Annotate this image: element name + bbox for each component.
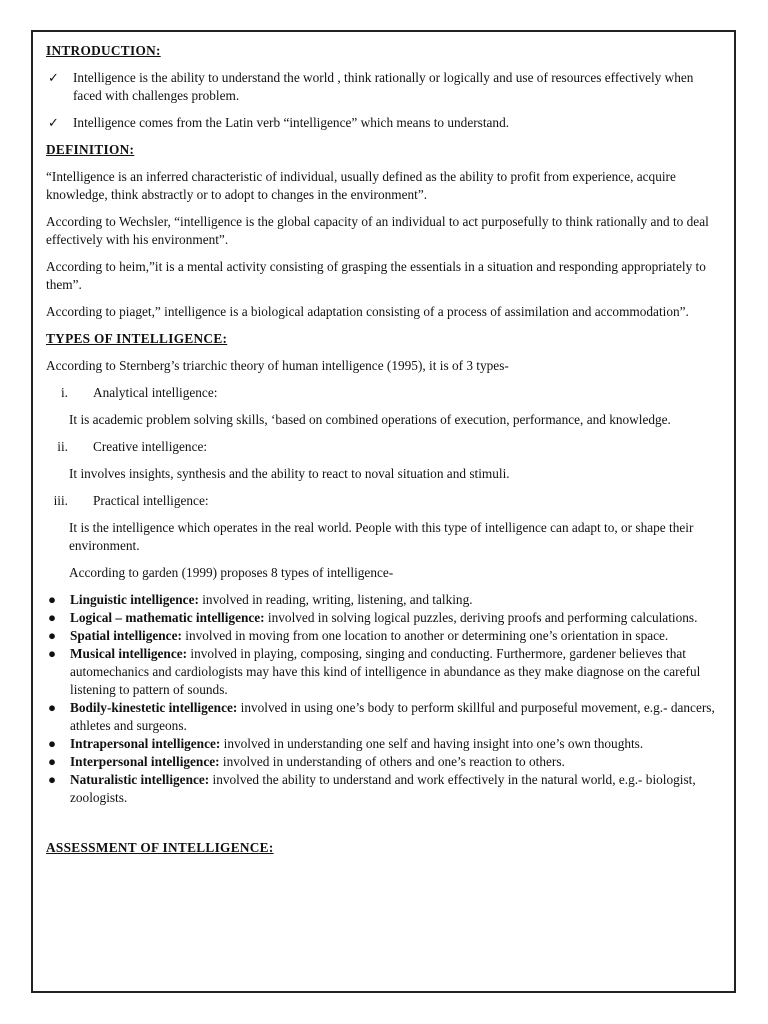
bullet-icon: ● bbox=[48, 628, 57, 643]
intelligence-desc: involved in playing, composing, singing and conducting. Furthermore, gardener believes that automechanics and cardiologists may have this kind of intelligence in abundance as they make diagnose on the careful listening to pattern of sounds. bbox=[70, 646, 701, 697]
definition-paragraph: “Intelligence is an inferred characteristic of individual, usually defined as the ability to profit from experience, acquire knowledge, think abstractly or to adopt to changes in the environment”. bbox=[46, 169, 676, 202]
bullet-icon: ● bbox=[48, 736, 57, 751]
intelligence-desc: involved in using one’s body to perform skillful and purposeful movement, e.g.- dancers, athletes and surgeons. bbox=[70, 700, 715, 733]
list-item bbox=[46, 591, 718, 609]
intelligence-term: Spatial intelligence: bbox=[70, 628, 182, 643]
definition-paragraph: According to piaget,” intelligence is a biological adaptation consisting of a process of assimilation and accommodation”. bbox=[46, 304, 689, 319]
intelligence-term: Intrapersonal intelligence: bbox=[70, 736, 221, 751]
document-content bbox=[46, 42, 718, 857]
bullet-icon: ● bbox=[48, 646, 57, 661]
intelligence-desc: involved the ability to understand and work effectively in the natural world, e.g.- biologist, zoologists. bbox=[70, 772, 696, 805]
intro-item-text: Intelligence is the ability to understand the world , think rationally or logically and use of resources effectively when faced with challenges problem. bbox=[73, 70, 694, 103]
list-item bbox=[46, 753, 718, 771]
sternberg-intro: According to Sternberg’s triarchic theory of human intelligence (1995), it is of 3 types- bbox=[46, 358, 509, 373]
intelligence-desc: involved in moving from one location to another or determining one’s orientation in space. bbox=[181, 628, 669, 643]
list-item bbox=[46, 735, 718, 753]
intelligence-term: Bodily-kinestetic intelligence: bbox=[70, 700, 238, 715]
list-item bbox=[46, 627, 718, 645]
list-item bbox=[46, 609, 718, 627]
roman-numeral: i. bbox=[60, 385, 68, 400]
sternberg-type-desc: It involves insights, synthesis and the ability to react to noval situation and stimuli. bbox=[69, 466, 510, 481]
types-heading: TYPES OF INTELLIGENCE: bbox=[46, 331, 228, 346]
intelligence-term: Musical intelligence: bbox=[70, 646, 188, 661]
intelligence-desc: involved in understanding of others and one’s reaction to others. bbox=[219, 754, 565, 769]
roman-numeral: iii. bbox=[53, 493, 68, 508]
intelligence-term: Naturalistic intelligence: bbox=[70, 772, 210, 787]
roman-numeral: ii. bbox=[57, 439, 68, 454]
sternberg-type bbox=[46, 492, 718, 510]
bullet-icon: ● bbox=[48, 754, 57, 769]
list-item bbox=[46, 645, 718, 699]
intelligence-desc: involved in solving logical puzzles, deriving proofs and performing calculations. bbox=[264, 610, 698, 625]
intelligence-term: Linguistic intelligence: bbox=[70, 592, 199, 607]
sternberg-type bbox=[46, 438, 718, 456]
definition-heading: DEFINITION: bbox=[46, 142, 135, 157]
introduction-heading: INTRODUCTION: bbox=[46, 43, 161, 58]
bullet-icon: ● bbox=[48, 610, 57, 625]
intro-item bbox=[46, 69, 718, 105]
sternberg-type-desc: It is the intelligence which operates in the real world. People with this type of intelligence can adapt to, or shape their environment. bbox=[69, 520, 694, 553]
intelligence-desc: involved in reading, writing, listening, and talking. bbox=[198, 592, 473, 607]
sternberg-type-title: Creative intelligence: bbox=[93, 439, 208, 454]
check-icon: ✓ bbox=[48, 115, 59, 130]
intelligence-term: Interpersonal intelligence: bbox=[70, 754, 220, 769]
sternberg-type-desc: It is academic problem solving skills, ‘based on combined operations of execution, performance, and knowledge. bbox=[69, 412, 671, 427]
bullet-icon: ● bbox=[48, 700, 57, 715]
list-item bbox=[46, 699, 718, 735]
intro-item bbox=[46, 114, 718, 132]
sternberg-type-title: Analytical intelligence: bbox=[93, 385, 218, 400]
intelligence-term: Logical – mathematic intelligence: bbox=[70, 610, 265, 625]
bullet-icon: ● bbox=[48, 772, 57, 787]
check-icon: ✓ bbox=[48, 70, 59, 85]
sternberg-type-title: Practical intelligence: bbox=[93, 493, 209, 508]
bullet-icon: ● bbox=[48, 592, 57, 607]
intro-item-text: Intelligence comes from the Latin verb “intelligence” which means to understand. bbox=[73, 115, 510, 130]
list-item bbox=[46, 771, 718, 807]
gardner-intro: According to garden (1999) proposes 8 types of intelligence- bbox=[69, 565, 394, 580]
intelligence-desc: involved in understanding one self and having insight into one’s own thoughts. bbox=[220, 736, 644, 751]
definition-paragraph: According to Wechsler, “intelligence is the global capacity of an individual to act purposefully to think rationally and to deal effectively with his environment”. bbox=[46, 214, 709, 247]
assessment-heading: ASSESSMENT OF INTELLIGENCE: bbox=[46, 840, 274, 855]
definition-paragraph: According to heim,”it is a mental activity consisting of grasping the essentials in a situation and responding appropriately to them”. bbox=[46, 259, 706, 292]
sternberg-type bbox=[46, 384, 718, 402]
gardner-list bbox=[46, 591, 718, 807]
